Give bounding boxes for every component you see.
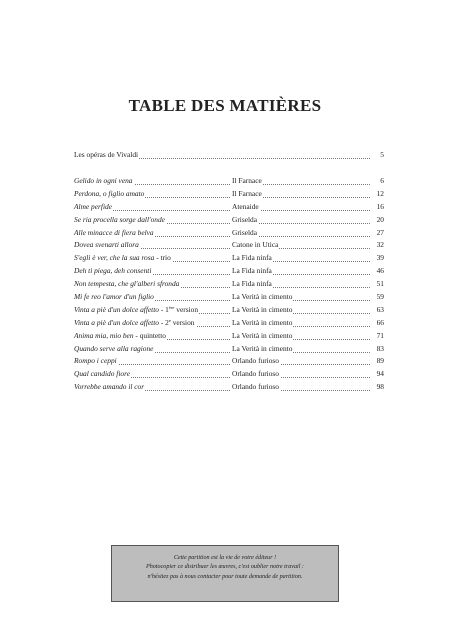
- toc-entry[interactable]: [74, 278, 384, 291]
- entry-title: [74, 214, 166, 227]
- entry-page: 94: [376, 369, 384, 379]
- entry-page: 59: [376, 292, 384, 302]
- entry-page: 12: [376, 188, 384, 198]
- entry-opera: La Fida ninfa: [232, 252, 273, 265]
- entry-opera: Griselda: [232, 214, 258, 227]
- entry-title-text: Mi fe reo l'amor d'un figlio: [74, 292, 154, 302]
- entry-page: 27: [376, 227, 384, 237]
- entry-title-text: Vorrebbe amando il cor: [74, 382, 145, 392]
- toc-intro-row[interactable]: [74, 149, 384, 162]
- entry-title: [74, 227, 155, 240]
- entry-title-text: Se ria procella sorge dall'onde: [74, 214, 165, 224]
- toc-list: [74, 175, 384, 394]
- entry-title-superscript: ère: [168, 304, 175, 310]
- toc-entry[interactable]: [74, 252, 384, 265]
- entry-title-suffix-end: version: [170, 317, 195, 327]
- entry-opera: Orlando furioso: [232, 355, 280, 368]
- entry-title: [74, 291, 155, 304]
- toc-entry[interactable]: [74, 175, 384, 188]
- entry-opera: La Verità in cimento: [232, 291, 293, 304]
- entry-page: 89: [376, 356, 384, 366]
- entry-opera: La Fida ninfa: [232, 265, 273, 278]
- entry-title-suffix: - 1: [158, 304, 169, 314]
- entry-title-text: Deh ti piega, deh consenti: [74, 266, 152, 276]
- entry-page: 98: [376, 382, 384, 392]
- page-title: TABLE DES MATIÈRES: [128, 96, 322, 115]
- entry-page: 32: [376, 240, 384, 250]
- entry-page: 66: [376, 317, 384, 327]
- entry-title: [74, 343, 154, 356]
- entry-opera: Il Farnace: [232, 175, 263, 188]
- entry-opera: La Verità in cimento: [232, 317, 293, 330]
- entry-title-text: Quando serve alla ragione: [74, 343, 154, 353]
- entry-opera: La Verità in cimento: [232, 343, 293, 356]
- intro-page: 5: [380, 150, 384, 159]
- toc-entry[interactable]: [74, 381, 384, 394]
- toc-intro: [74, 149, 384, 162]
- entry-title-text: Non tempesta, che gl'alberi sfronda: [74, 279, 180, 289]
- entry-title-text: Vinta a piè d'un dolce affetto: [74, 304, 159, 314]
- toc-entry[interactable]: [74, 330, 384, 343]
- notice-line-2: Photocopier ce distribuer les œuvres, c'est oublier notre travail :: [146, 564, 304, 571]
- entry-title-text: Qual candido fiore: [74, 369, 130, 379]
- entry-title: [74, 304, 199, 317]
- entry-page: 46: [376, 266, 384, 276]
- toc-entry[interactable]: [74, 201, 384, 214]
- toc-entry[interactable]: [74, 317, 384, 330]
- entry-title: [74, 278, 180, 291]
- entry-opera: La Fida ninfa: [232, 278, 273, 291]
- entry-title-suffix: - 2: [158, 317, 169, 327]
- entry-page: 6: [380, 176, 384, 185]
- entry-title-suffix: - quintetto: [133, 330, 166, 340]
- entry-opera: Orlando furioso: [232, 368, 280, 381]
- entry-opera: La Verità in cimento: [232, 330, 293, 343]
- entry-opera: Orlando furioso: [232, 381, 280, 394]
- toc-entry[interactable]: [74, 239, 384, 252]
- entry-title: [74, 317, 196, 330]
- entry-title-text: Gelido in ogni vena: [74, 176, 133, 185]
- toc-entry[interactable]: [74, 214, 384, 227]
- entry-page: 51: [376, 279, 384, 289]
- toc-entry[interactable]: [74, 304, 384, 317]
- entry-title: [74, 355, 118, 368]
- entry-title-text: Perdona, o figlio amato: [74, 188, 145, 198]
- entry-title: [74, 239, 140, 252]
- entry-opera: Il Farnace: [232, 188, 263, 201]
- entry-opera: Atenaide: [232, 201, 260, 214]
- toc-entry[interactable]: [74, 343, 384, 356]
- entry-opera: Catone in Utica: [232, 239, 279, 252]
- entry-title: [74, 188, 145, 201]
- entry-title-text: Anima mia, mio ben: [74, 330, 134, 340]
- entry-page: 83: [376, 343, 384, 353]
- entry-title-superscript: e: [168, 317, 171, 323]
- entry-title: [74, 175, 134, 188]
- entry-title: [74, 381, 145, 394]
- entry-title-text: Dovea svenarti allora: [74, 240, 139, 250]
- toc-entry[interactable]: [74, 188, 384, 201]
- entry-title-suffix: - trio: [154, 253, 171, 263]
- entry-title: [74, 265, 152, 278]
- entry-title-text: Rompo i ceppi: [74, 356, 117, 366]
- entry-page: 63: [376, 304, 384, 314]
- entry-title-text: Alle minacce di fiera belva: [74, 227, 154, 237]
- toc-entry[interactable]: [74, 368, 384, 381]
- entry-title: [74, 330, 167, 343]
- toc-entry[interactable]: [74, 227, 384, 240]
- entry-page: 71: [376, 330, 384, 340]
- entry-page: 39: [376, 253, 384, 263]
- notice-line-3: n'hésitez pas à nous contacter pour toute demande de partition.: [147, 573, 303, 580]
- entry-title-suffix-end: version: [174, 304, 199, 314]
- toc-entry[interactable]: [74, 355, 384, 368]
- entry-title-text: Vinta a piè d'un dolce affetto: [74, 317, 159, 327]
- toc-entry[interactable]: [74, 265, 384, 278]
- entry-title-text: Alme perfide: [74, 201, 112, 211]
- notice-line-1: Cette partition est la vie de votre éditeur !: [173, 555, 277, 561]
- entry-opera: La Verità in cimento: [232, 304, 293, 317]
- intro-label: Les opéras de Vivaldi: [74, 149, 139, 162]
- entry-title: [74, 368, 131, 381]
- toc-entry[interactable]: [74, 291, 384, 304]
- entry-title: [74, 252, 172, 265]
- entry-opera: Griselda: [232, 227, 258, 240]
- copyright-notice: [111, 545, 339, 602]
- entry-page: 20: [376, 214, 384, 224]
- entry-title: [74, 201, 113, 214]
- entry-page: 16: [376, 201, 384, 211]
- entry-title-text: S'egli è ver, che la sua rosa: [74, 253, 155, 263]
